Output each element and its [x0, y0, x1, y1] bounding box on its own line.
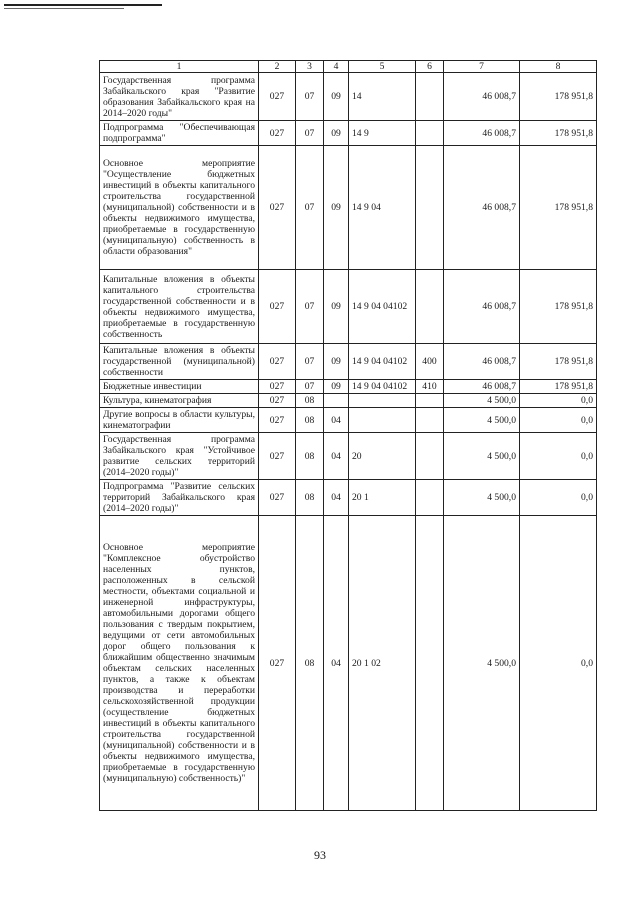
row-subsection-cell: 04 — [324, 480, 349, 516]
table-row — [100, 480, 597, 516]
row-admin-code-cell: 027 — [259, 394, 296, 408]
row-amount-2020-cell: 178 951,8 — [520, 146, 597, 270]
row-target-article-cell: 14 9 04 04102 — [349, 344, 416, 380]
row-amount-2019-cell: 4 500,0 — [444, 516, 520, 811]
row-admin-code-cell: 027 — [259, 516, 296, 811]
row-amount-2020-cell: 178 951,8 — [520, 121, 597, 146]
row-target-article-cell: 14 — [349, 73, 416, 121]
row-name-cell: Другие вопросы в области культуры, кинематографии — [100, 408, 259, 433]
row-admin-code-cell: 027 — [259, 380, 296, 394]
table-body — [100, 73, 597, 811]
row-amount-2020-cell: 0,0 — [520, 394, 597, 408]
row-expense-type-cell — [416, 408, 444, 433]
row-name-cell: Основное мероприятие "Осуществление бюджетных инвестиций в объекты капитального строительства государственной (муниципальной) собственности и в объекты недвижимого имущества, приобретаемые в государственную (муниципальную) собственность в области образования" — [100, 146, 259, 270]
table-row — [100, 146, 597, 270]
budget-table — [99, 60, 597, 811]
row-section-cell: 07 — [296, 270, 324, 344]
row-admin-code-cell: 027 — [259, 121, 296, 146]
row-section-cell: 07 — [296, 146, 324, 270]
row-section-cell: 08 — [296, 408, 324, 433]
row-target-article-cell — [349, 394, 416, 408]
row-amount-2019-cell: 4 500,0 — [444, 408, 520, 433]
row-section-cell: 08 — [296, 516, 324, 811]
row-expense-type-cell — [416, 146, 444, 270]
row-target-article-cell — [349, 408, 416, 433]
row-target-article-cell: 20 — [349, 433, 416, 480]
row-section-cell: 07 — [296, 121, 324, 146]
row-target-article-cell: 20 1 02 — [349, 516, 416, 811]
row-admin-code-cell: 027 — [259, 73, 296, 121]
row-admin-code-cell: 027 — [259, 480, 296, 516]
row-amount-2019-cell: 46 008,7 — [444, 121, 520, 146]
table-header-row — [100, 61, 597, 73]
row-amount-2020-cell: 0,0 — [520, 408, 597, 433]
row-section-cell: 07 — [296, 344, 324, 380]
table-row — [100, 73, 597, 121]
table-row — [100, 394, 597, 408]
table-row — [100, 270, 597, 344]
row-name-cell: Культура, кинематография — [100, 394, 259, 408]
column-header-8: 8 — [520, 61, 597, 73]
row-admin-code-cell: 027 — [259, 270, 296, 344]
row-expense-type-cell — [416, 121, 444, 146]
row-subsection-cell: 04 — [324, 408, 349, 433]
row-target-article-cell: 20 1 — [349, 480, 416, 516]
row-name-cell: Капитальные вложения в объекты государственной (муниципальной) собственности — [100, 344, 259, 380]
row-name-cell: Капитальные вложения в объекты капитального строительства государственной собственности и в объекты недвижимого имущества, приобретаемые в государственную собственность — [100, 270, 259, 344]
row-expense-type-cell: 410 — [416, 380, 444, 394]
table-row — [100, 433, 597, 480]
page-number: 93 — [314, 848, 326, 862]
row-target-article-cell: 14 9 04 04102 — [349, 380, 416, 394]
row-expense-type-cell — [416, 270, 444, 344]
table-row — [100, 344, 597, 380]
row-subsection-cell: 09 — [324, 344, 349, 380]
row-amount-2019-cell: 46 008,7 — [444, 380, 520, 394]
row-name-cell: Основное мероприятие "Комплексное обустройство населенных пунктов, расположенных в сельской местности, объектами социальной и инженерной инфраструктуры, автомобильными дорогами общего пользования с твердым покрытием, ведущими от сети автомобильных дорог общего пользования к ближайшим общественно значимым объектам сельских населенных пунктов, а также к объектам производства и переработки сельскохозяйственной продукции (осуществление бюджетных инвестиций в объекты капитального строительства государственной (муниципальной) собственности и в объекты недвижимого имущества, приобретаемые в государственную (муниципальную) собственность)" — [100, 516, 259, 811]
table-row — [100, 380, 597, 394]
row-target-article-cell: 14 9 04 — [349, 146, 416, 270]
row-amount-2020-cell: 0,0 — [520, 433, 597, 480]
column-header-2: 2 — [259, 61, 296, 73]
row-name-cell: Подпрограмма "Развитие сельских территорий Забайкальского края (2014–2020 годы)" — [100, 480, 259, 516]
row-amount-2020-cell: 178 951,8 — [520, 344, 597, 380]
column-header-6: 6 — [416, 61, 444, 73]
row-expense-type-cell — [416, 73, 444, 121]
row-expense-type-cell — [416, 394, 444, 408]
row-amount-2019-cell: 46 008,7 — [444, 270, 520, 344]
row-subsection-cell: 09 — [324, 73, 349, 121]
row-target-article-cell: 14 9 04 04102 — [349, 270, 416, 344]
table-row — [100, 408, 597, 433]
row-amount-2020-cell: 178 951,8 — [520, 73, 597, 121]
header-rule — [4, 4, 162, 6]
row-amount-2019-cell: 4 500,0 — [444, 433, 520, 480]
row-subsection-cell: 09 — [324, 380, 349, 394]
row-section-cell: 07 — [296, 380, 324, 394]
row-subsection-cell: 09 — [324, 146, 349, 270]
row-name-cell: Государственная программа Забайкальского края "Развитие образования Забайкальского края на 2014–2020 годы" — [100, 73, 259, 121]
row-admin-code-cell: 027 — [259, 408, 296, 433]
row-section-cell: 08 — [296, 394, 324, 408]
row-section-cell: 07 — [296, 73, 324, 121]
column-header-5: 5 — [349, 61, 416, 73]
row-admin-code-cell: 027 — [259, 344, 296, 380]
row-expense-type-cell — [416, 480, 444, 516]
row-amount-2020-cell: 0,0 — [520, 516, 597, 811]
row-name-cell: Подпрограмма "Обеспечивающая подпрограмма" — [100, 121, 259, 146]
row-section-cell: 08 — [296, 433, 324, 480]
row-subsection-cell: 09 — [324, 121, 349, 146]
column-header-4: 4 — [324, 61, 349, 73]
row-name-cell: Бюджетные инвестиции — [100, 380, 259, 394]
row-amount-2019-cell: 46 008,7 — [444, 344, 520, 380]
table-row — [100, 121, 597, 146]
row-admin-code-cell: 027 — [259, 146, 296, 270]
row-target-article-cell: 14 9 — [349, 121, 416, 146]
table-row — [100, 516, 597, 811]
row-subsection-cell: 04 — [324, 433, 349, 480]
row-subsection-cell: 04 — [324, 516, 349, 811]
row-amount-2019-cell: 46 008,7 — [444, 146, 520, 270]
row-amount-2019-cell: 4 500,0 — [444, 394, 520, 408]
row-subsection-cell — [324, 394, 349, 408]
column-header-7: 7 — [444, 61, 520, 73]
row-amount-2019-cell: 46 008,7 — [444, 73, 520, 121]
row-expense-type-cell: 400 — [416, 344, 444, 380]
row-amount-2020-cell: 178 951,8 — [520, 270, 597, 344]
row-section-cell: 08 — [296, 480, 324, 516]
row-expense-type-cell — [416, 516, 444, 811]
header-rule-thin — [4, 8, 124, 9]
row-name-cell: Государственная программа Забайкальского края "Устойчивое развитие сельских территорий (2014–2020 годы)" — [100, 433, 259, 480]
row-expense-type-cell — [416, 433, 444, 480]
row-admin-code-cell: 027 — [259, 433, 296, 480]
row-subsection-cell: 09 — [324, 270, 349, 344]
row-amount-2019-cell: 4 500,0 — [444, 480, 520, 516]
column-header-3: 3 — [296, 61, 324, 73]
row-amount-2020-cell: 178 951,8 — [520, 380, 597, 394]
column-header-1: 1 — [100, 61, 259, 73]
row-amount-2020-cell: 0,0 — [520, 480, 597, 516]
